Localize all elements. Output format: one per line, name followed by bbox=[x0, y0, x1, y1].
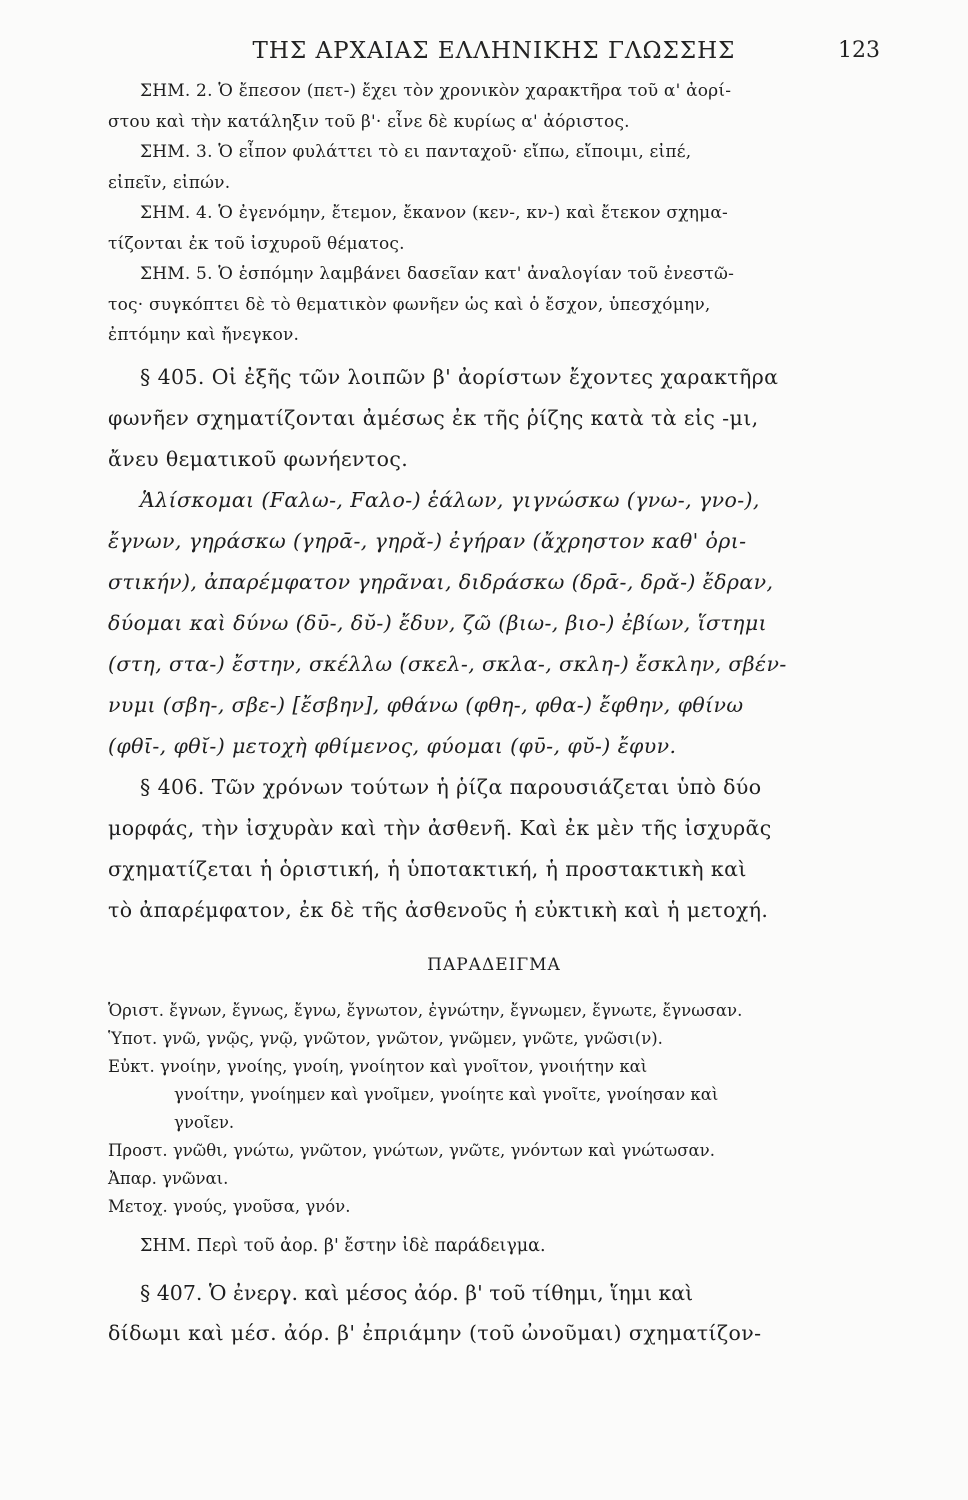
grammar-notes bbox=[108, 76, 880, 351]
verb-list-line: Ἁλίσκομαι (Fαλω-, Fαλο-) ἑάλων, γιγνώσκω (γνω-, γνο-), bbox=[140, 487, 760, 512]
section-406-line: μορφάς, τὴν ἰσχυρὰν καὶ τὴν ἀσθενῆ. Καὶ ἐκ μὲν τῆς ἰσχυρᾶς bbox=[108, 815, 772, 840]
paradigm-note: ΣΗΜ. Περὶ τοῦ ἀορ. β' ἔστην ἰδὲ παράδειγμα. bbox=[140, 1235, 546, 1256]
note-line: ΣΗΜ. 4. Ὁ ἐγενόμην, ἔτεμον, ἔκανον (κεν-, κν-) καὶ ἔτεκον σχημα- bbox=[140, 203, 728, 223]
paradigm-row: γνοῖεν. bbox=[174, 1112, 235, 1132]
running-title: ΤΗΣ ΑΡΧΑΙΑΣ ΕΛΛΗΝΙΚΗΣ ΓΛΩΣΣΗΣ bbox=[252, 38, 736, 64]
verb-list-line: (στη, στα-) ἔστην, σκέλλω (σκελ-, σκλα-, σκλη-) ἔσκλην, σβέν- bbox=[108, 651, 787, 676]
section-406-line: § 406. Τῶν χρόνων τούτων ἡ ῥίζα παρουσιάζεται ὑπὸ δύο bbox=[140, 774, 762, 799]
verb-list-line: στικήν), ἀπαρέμφατον γηρᾶναι, διδράσκω (δρᾱ-, δρᾰ-) ἔδραν, bbox=[108, 569, 774, 594]
paradigm-row: Εὐκτ. γνοίην, γνοίης, γνοίη, γνοίητον καὶ γνοῖτον, γνοιήτην καὶ bbox=[108, 1056, 648, 1076]
verb-list bbox=[108, 480, 880, 767]
verb-list-line: νυμι (σβη-, σβε-) [ἔσβην], φθάνω (φθη-, φθα-) ἔφθην, φθίνω bbox=[108, 692, 744, 717]
section-406-line: σχηματίζεται ἡ ὁριστική, ἡ ὑποτακτική, ἡ προστακτικὴ καὶ bbox=[108, 856, 747, 881]
paradigm-row: γνοίτην, γνοίημεν καὶ γνοῖμεν, γνοίητε καὶ γνοῖτε, γνοίησαν καὶ bbox=[174, 1084, 719, 1104]
section-406-line: τὸ ἀπαρέμφατον, ἐκ δὲ τῆς ἀσθενοῦς ἡ εὐκτικὴ καὶ ἡ μετοχή. bbox=[108, 897, 769, 922]
section-405-line: φωνῆεν σχηματίζονται ἀμέσως ἐκ τῆς ῥίζης κατὰ τὰ εἰς -μι, bbox=[108, 405, 759, 430]
note-line: στου καὶ τὴν κατάληξιν τοῦ β'· εἶνε δὲ κυρίως α' ἀόριστος. bbox=[108, 111, 630, 132]
running-head bbox=[108, 32, 880, 76]
verb-list-line: δύομαι καὶ δύνω (δῡ-, δῠ-) ἔδυν, ζῶ (βιω-, βιο-) ἐβίων, ἵστημι bbox=[108, 610, 768, 635]
page-number: 123 bbox=[838, 38, 880, 63]
note-line: ἐπτόμην καὶ ἤνεγκον. bbox=[108, 325, 300, 345]
section-405-line: ἄνευ θεματικοῦ φωνήεντος. bbox=[108, 446, 409, 471]
note-line: εἰπεῖν, εἰπών. bbox=[108, 172, 231, 193]
verb-list-line: ἔγνων, γηράσκω (γηρᾱ-, γηρᾰ-) ἐγήραν (ἄχρηστον καθ' ὁρι- bbox=[108, 528, 747, 553]
section-406 bbox=[108, 767, 880, 931]
paradigm-row: Ὁριστ. ἔγνων, ἔγνως, ἔγνω, ἔγνωτον, ἐγνώτην, ἔγνωμεν, ἔγνωτε, ἔγνωσαν. bbox=[108, 1000, 743, 1020]
note-line: ΣΗΜ. 5. Ὁ ἑσπόμην λαμβάνει δασεῖαν κατ' ἀναλογίαν τοῦ ἐνεστῶ- bbox=[140, 264, 735, 284]
paradigm-row: Μετοχ. γνούς, γνοῦσα, γνόν. bbox=[108, 1196, 351, 1216]
section-405-line: § 405. Οἱ ἐξῆς τῶν λοιπῶν β' ἀορίστων ἔχοντες χαρακτῆρα bbox=[140, 364, 779, 389]
note-line: ΣΗΜ. 2. Ὁ ἔπεσον (πετ-) ἔχει τὸν χρονικὸν χαρακτῆρα τοῦ α' ἀορί- bbox=[140, 81, 732, 101]
paradigm-table bbox=[108, 997, 880, 1221]
section-407 bbox=[108, 1273, 880, 1354]
paradigm-heading: ΠΑΡΑΔΕΙΓΜΑ bbox=[427, 954, 561, 975]
paradigm-row: Ὑποτ. γνῶ, γνῷς, γνῷ, γνῶτον, γνῶτον, γνῶμεν, γνῶτε, γνῶσι(ν). bbox=[108, 1028, 663, 1048]
section-407-line: § 407. Ὁ ἐνεργ. καὶ μέσος ἀόρ. β' τοῦ τίθημι, ἵημι καὶ bbox=[140, 1280, 694, 1305]
section-407-line: δίδωμι καὶ μέσ. ἀόρ. β' ἐπριάμην (τοῦ ὠνοῦμαι) σχηματίζον- bbox=[108, 1320, 762, 1345]
section-405 bbox=[108, 357, 880, 480]
note-line: τος· συγκόπτει δὲ τὸ θεματικὸν φωνῆεν ὡς καὶ ὁ ἔσχον, ὑπεσχόμην, bbox=[108, 294, 711, 315]
paradigm-row: Προστ. γνῶθι, γνώτω, γνῶτον, γνώτων, γνῶτε, γνόντων καὶ γνώτωσαν. bbox=[108, 1140, 715, 1160]
note-line: τίζονται ἐκ τοῦ ἰσχυροῦ θέματος. bbox=[108, 233, 405, 254]
paradigm-row: Ἀπαρ. γνῶναι. bbox=[108, 1168, 229, 1188]
verb-list-line: (φθῑ-, φθῐ-) μετοχὴ φθίμενος, φύομαι (φῡ-, φῠ-) ἔφυν. bbox=[108, 733, 677, 758]
book-page bbox=[108, 32, 880, 1354]
note-line: ΣΗΜ. 3. Ὁ εἶπον φυλάττει τὸ ει πανταχοῦ· εἴπω, εἴποιμι, εἰπέ, bbox=[140, 142, 692, 162]
